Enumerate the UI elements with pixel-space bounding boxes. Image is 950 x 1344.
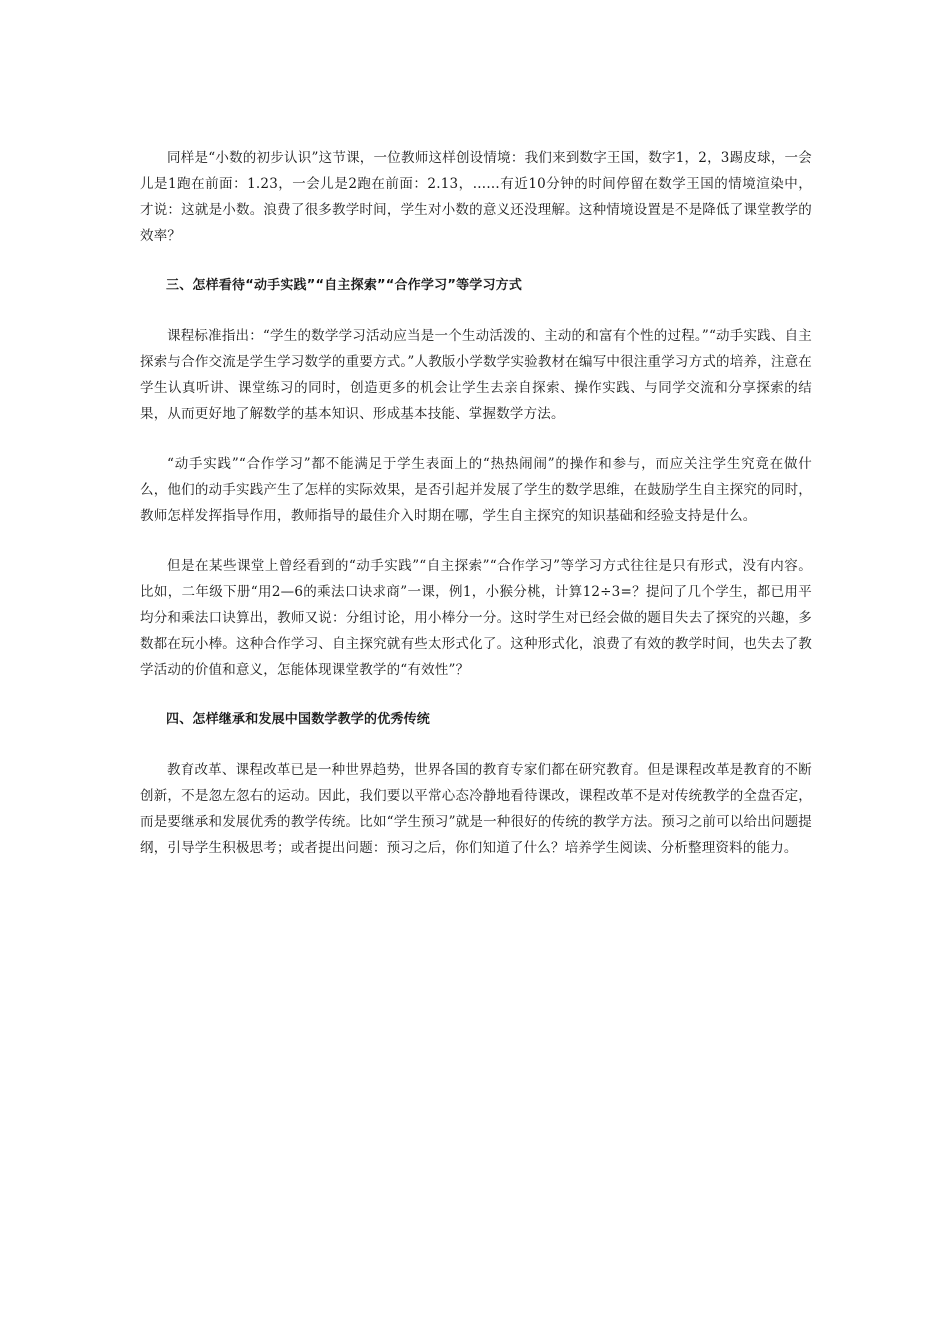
section-heading-3: 三、怎样看待“动手实践”“自主探索”“合作学习”等学习方式	[166, 278, 523, 293]
document-page	[140, 145, 812, 861]
paragraph-formalism-example: 但是在某些课堂上曾经看到的“动手实践”“自主探索”“合作学习”等学习方式往往是只有形式，没有内容。比如，二年级下册“用2—6的乘法口诀求商”一课，例1，小猴分桃，计算12÷3=？提问了几个学生，都已用平均分和乘法口诀算出，教师又说：分组讨论，用小棒分一分。这时学生对已经会做的题目失去了探究的兴趣，多数都在玩小棒。这种合作学习、自主探究就有些太形式化了。这种形式化，浪费了有效的教学时间，也失去了教学活动的价值和意义，怎能体现课堂教学的“有效性”？	[140, 558, 812, 678]
paragraph-curriculum-standard: 课程标准指出：“学生的数学学习活动应当是一个生动活泼的、主动的和富有个性的过程。”“动手实践、自主探索与合作交流是学生学习数学的重要方式。”人教版小学数学实验教材在编写中很注重学习方式的培养，注意在学生认真听讲、课堂练习的同时，创造更多的机会让学生去亲自探索、操作实践、与同学交流和分享探索的结果，从而更好地了解数学的基本知识、形成基本技能、掌握数学方法。	[140, 328, 812, 422]
paragraph-hands-on-practice: “动手实践”“合作学习”都不能满足于学生表面上的“热热闹闹”的操作和参与，而应关注学生究竟在做什么，他们的动手实践产生了怎样的实际效果，是否引起并发展了学生的数学思维，在鼓励学生自主探究的同时，教师怎样发挥指导作用，教师指导的最佳介入时期在哪，学生自主探究的知识基础和经验支持是什么。	[140, 456, 812, 524]
paragraph-decimal-example: 同样是“小数的初步认识”这节课，一位教师这样创设情境：我们来到数字王国，数字1，2，3踢皮球，一会儿是1跑在前面：1.23，一会儿是2跑在前面：2.13，……有近10分钟的时间停留在数学王国的情境渲染中，才说：这就是小数。浪费了很多教学时间，学生对小数的意义还没理解。这种情境设置是不是降低了课堂教学的效率？	[140, 150, 812, 244]
section-heading-4: 四、怎样继承和发展中国数学教学的优秀传统	[166, 712, 431, 727]
paragraph-tradition: 教育改革、课程改革已是一种世界趋势，世界各国的教育专家们都在研究教育。但是课程改革是教育的不断创新，不是忽左忽右的运动。因此，我们要以平常心态冷静地看待课改，课程改革不是对传统教学的全盘否定，而是要继承和发展优秀的教学传统。比如“学生预习”就是一种很好的传统的教学方法。预习之前可以给出问题提纲，引导学生积极思考；或者提出问题：预习之后，你们知道了什么？培养学生阅读、分析整理资料的能力。	[140, 762, 812, 856]
